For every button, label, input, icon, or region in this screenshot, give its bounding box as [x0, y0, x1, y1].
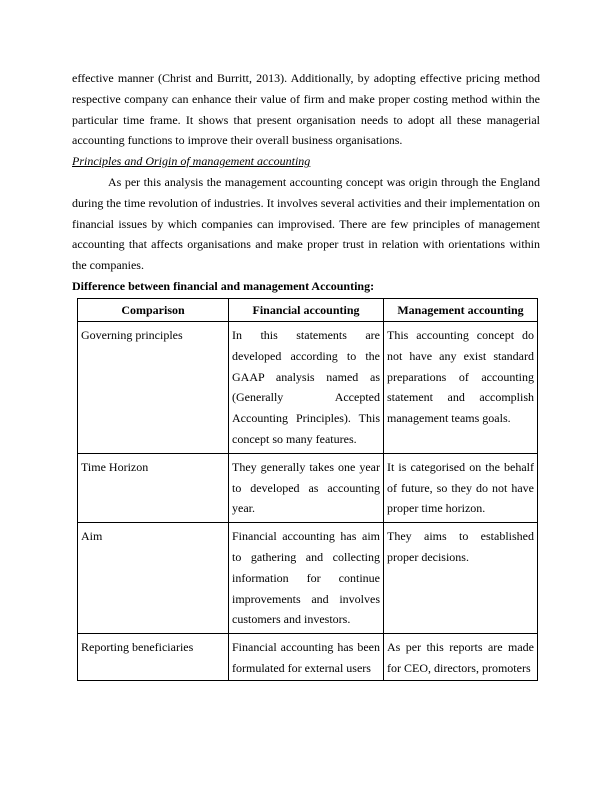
- cell-management: It is categorised on the behalf of future, so they do not have proper time horizon.: [384, 453, 538, 522]
- table-row: [78, 523, 538, 634]
- page-content: [72, 68, 540, 681]
- cell-management: [384, 634, 538, 681]
- cell-text: Reporting beneficiaries: [81, 640, 194, 655]
- table-header-row: [78, 298, 538, 321]
- cell-text: As per this reports are made for CEO, directors, promoters: [387, 640, 534, 675]
- header-comparison: Comparison: [78, 298, 229, 321]
- cell-financial: They generally takes one year to developed as accounting year.: [229, 453, 384, 522]
- cell-comparison: Time Horizon: [78, 453, 229, 522]
- header-management: Management accounting: [384, 298, 538, 321]
- table-row: [78, 321, 538, 453]
- cell-management: This accounting concept do not have any exist standard preparations of accounting statement and accomplish management teams goals.: [384, 321, 538, 453]
- section-heading: Principles and Origin of management accounting: [72, 154, 311, 169]
- table-row: [78, 634, 538, 681]
- comparison-table: [77, 298, 538, 681]
- table-title: Difference between financial and management Accounting:: [72, 278, 375, 293]
- table-row: [78, 453, 538, 522]
- cell-financial: Financial accounting has aim to gathering and collecting information for continue improvements and involves customers and investors.: [229, 523, 384, 634]
- cell-comparison: [78, 634, 229, 681]
- cell-comparison: Aim: [78, 523, 229, 634]
- cell-financial: In this statements are developed according to the GAAP analysis named as (Generally Accepted Accounting Principles). This concept so many features.: [229, 321, 384, 453]
- intro-paragraph: effective manner (Christ and Burritt, 2013). Additionally, by adopting effective pricing method respective company can enhance their value of firm and make proper costing method within the particular time frame. It shows that present organisation needs to adopt all these managerial accounting functions to improve their overall business organisations.: [72, 71, 540, 148]
- cell-management: They aims to established proper decisions.: [384, 523, 538, 634]
- section-paragraph: As per this analysis the management accounting concept was origin through the England during the time revolution of industries. It involves several activities and their implementation on financial issues by which companies can improvised. There are few principles of management accounting that affects organisations and make proper trust in relation with orientations within the companies.: [72, 174, 540, 273]
- cell-financial: [229, 634, 384, 681]
- cell-comparison: Governing principles: [78, 321, 229, 453]
- cell-text: Financial accounting has been formulated for external users: [232, 640, 380, 675]
- header-financial: Financial accounting: [229, 298, 384, 321]
